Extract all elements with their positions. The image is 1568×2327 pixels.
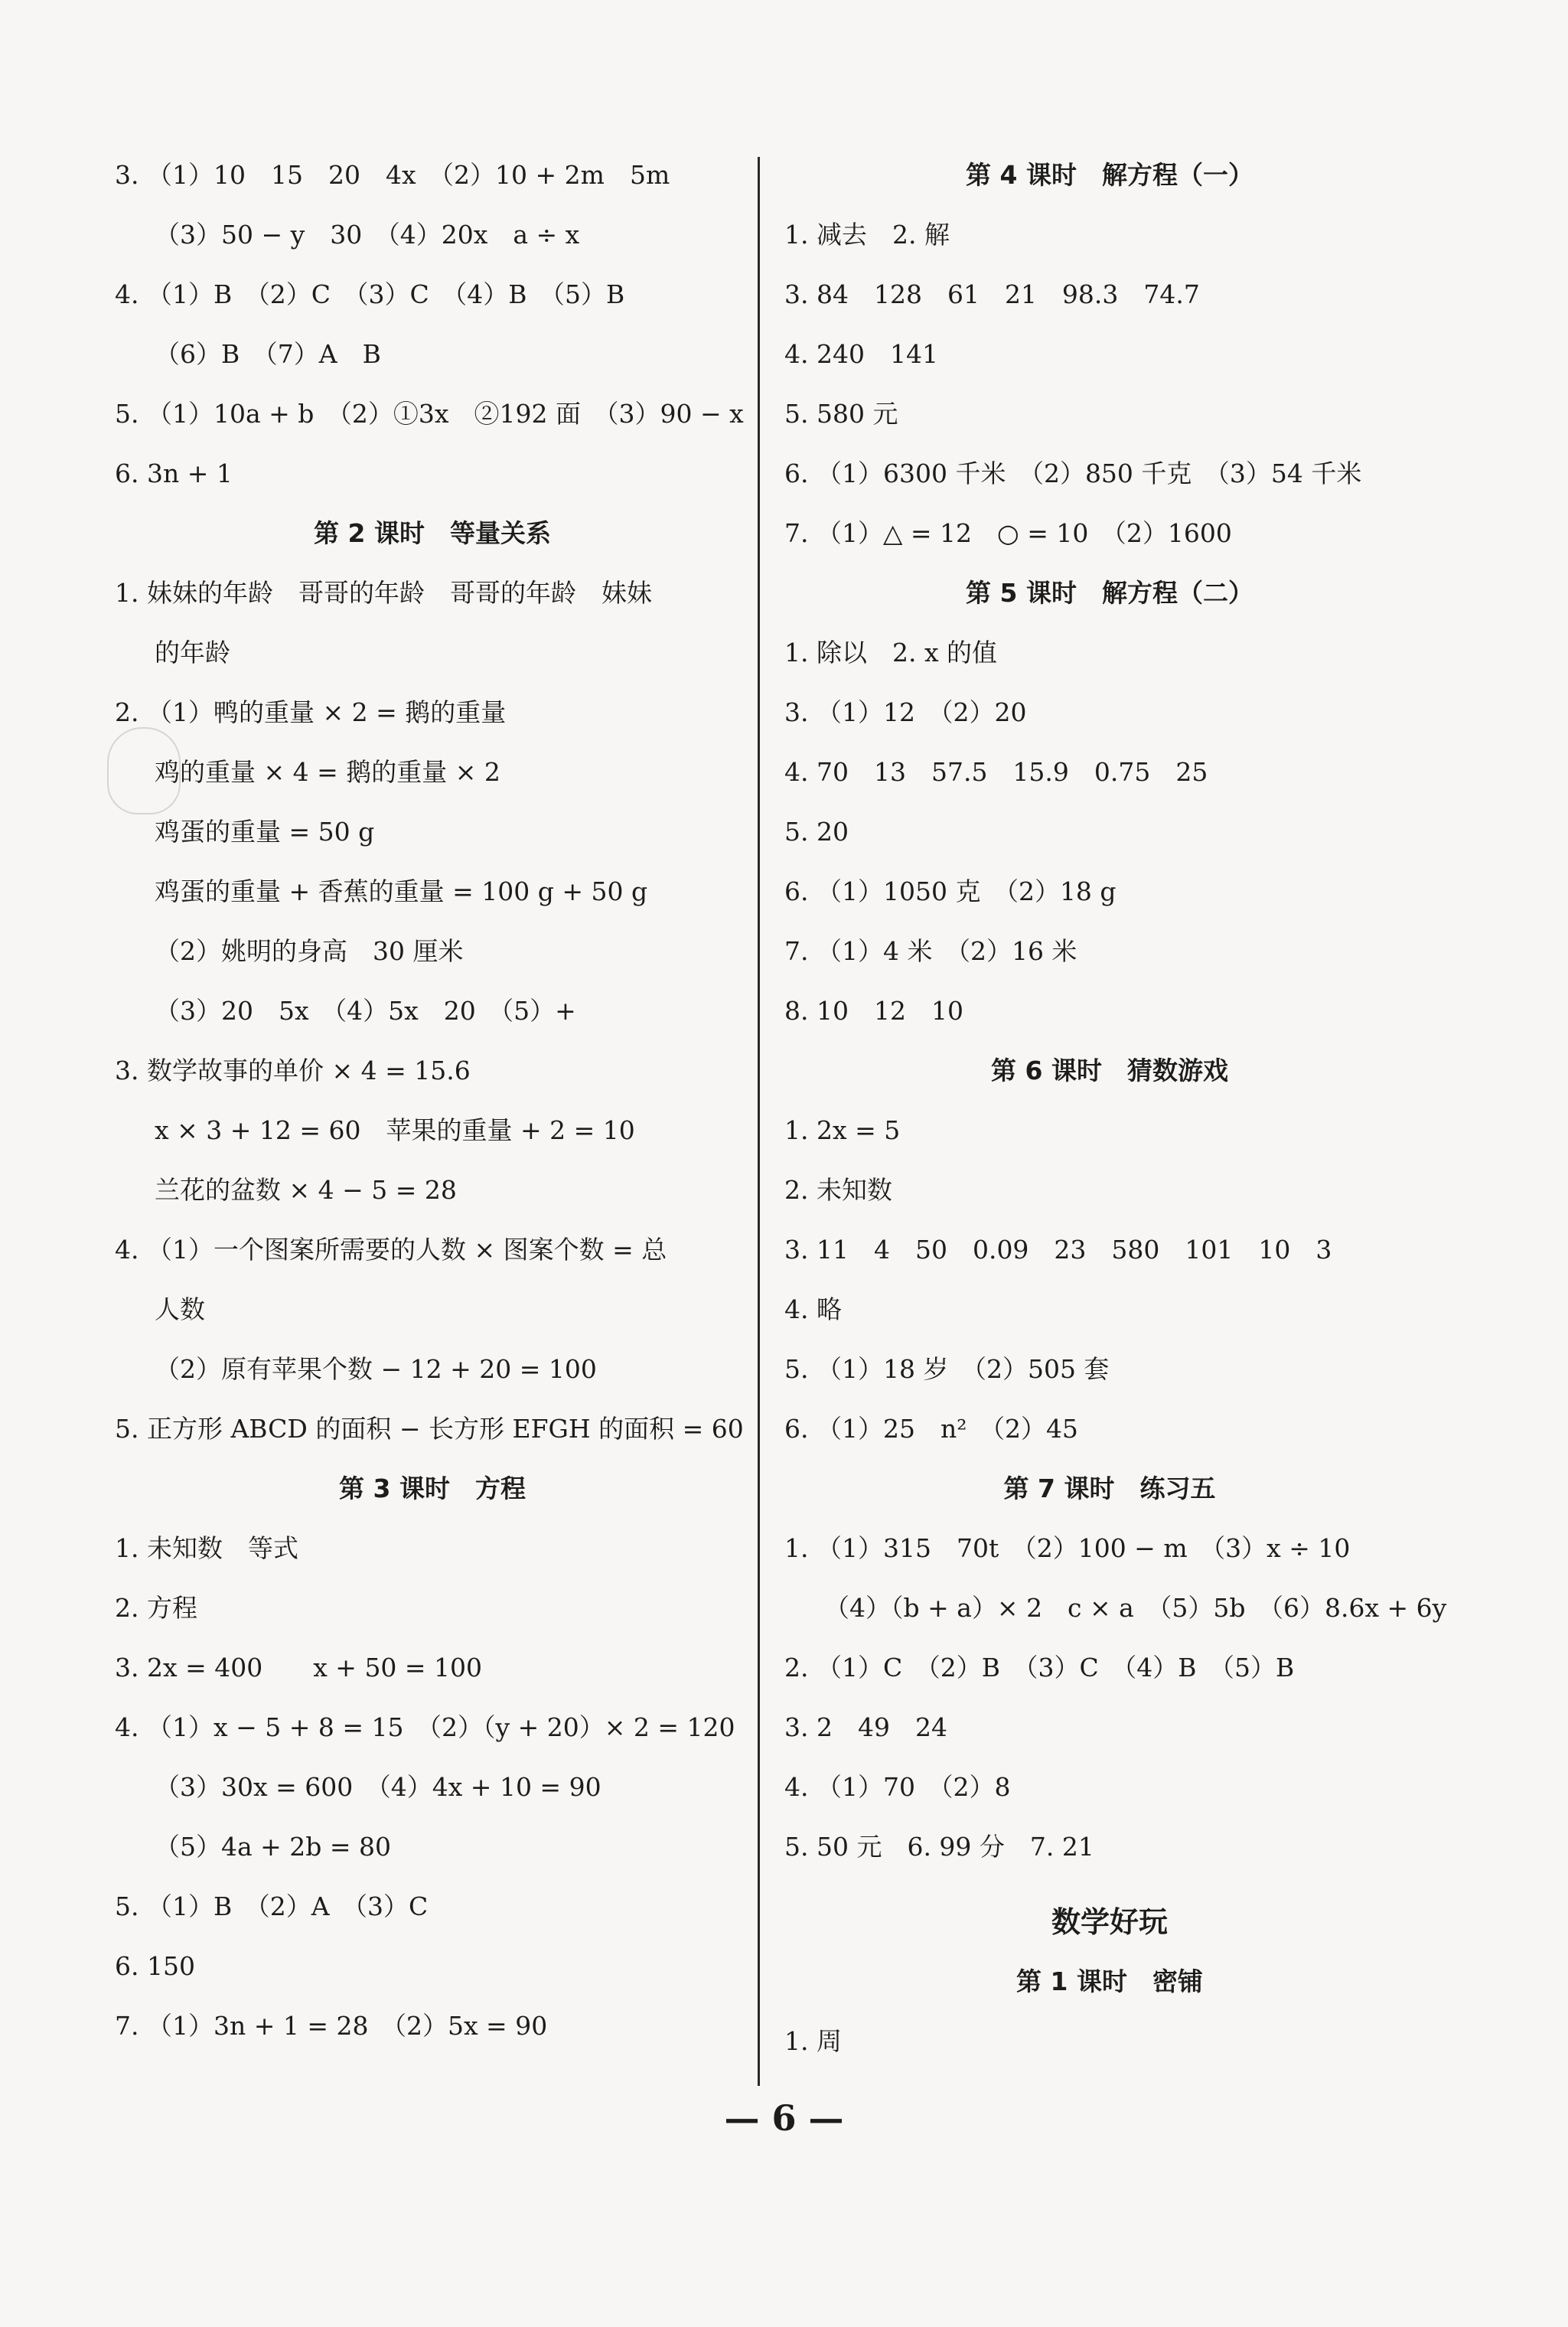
answer-line: （2）姚明的身高 30 厘米 [155,936,464,966]
answer-line: 3. 数学故事的单价 × 4 = 15.6 [115,1056,471,1085]
right-column [784,150,1447,2076]
answer-line: 4. （1）一个图案所需要的人数 × 图案个数 = 总 [115,1235,667,1265]
answer-line: 7. （1）△ = 12 ○ = 10 （2）1600 [784,518,1232,548]
answer-line: 5. （1）B （2）A （3）C [115,1891,429,1921]
answer-line: 3. （1）10 15 20 4x （2）10 + 2m 5m [115,160,670,190]
section-heading: 第 5 课时 解方程（二） [966,578,1253,608]
answer-line: 4. 70 13 57.5 15.9 0.75 25 [784,757,1208,787]
answer-line: 5. 正方形 ABCD 的面积 − 长方形 EFGH 的面积 = 60 [115,1414,744,1444]
answer-line: 7. （1）3n + 1 = 28 （2）5x = 90 [115,2011,548,2041]
answer-line: 6. 3n + 1 [115,459,233,488]
answer-line: 3. （1）12 （2）20 [784,697,1027,727]
answer-line: 3. 2x = 400 x + 50 = 100 [115,1653,483,1682]
section-heading: 第 6 课时 猜数游戏 [991,1056,1228,1085]
answer-line: 6. 150 [115,1951,195,1981]
answer-line: 8. 10 12 10 [784,996,963,1026]
answer-line: 5. 580 元 [784,399,898,429]
answer-line: 4. （1）70 （2）8 [784,1772,1011,1802]
answer-line: 的年龄 [155,638,230,667]
answer-line: 3. 2 49 24 [784,1712,947,1742]
answer-line: 鸡的重量 × 4 = 鹅的重量 × 2 [155,757,500,787]
answer-line: （3）20 5x （4）5x 20 （5）+ [155,996,576,1026]
section-heading: 数学好玩 [1051,1905,1168,1939]
answer-line: 5. 20 [784,817,849,847]
answer-line: 5. （1）10a + b （2）①3x ②192 面 （3）90 − x [115,399,744,429]
answer-line: 4. 略 [784,1294,842,1324]
answer-line: （6）B （7）A B [155,339,381,369]
left-column [115,150,750,2061]
answer-line: 1. （1）315 70t （2）100 − m （3）x ÷ 10 [784,1533,1351,1563]
section-heading: 第 4 课时 解方程（一） [966,160,1253,190]
answer-line: （3）50 − y 30 （4）20x a ÷ x [155,220,580,250]
section-heading: 第 3 课时 方程 [339,1474,526,1503]
column-divider [758,157,760,2086]
answer-line: 2. （1）鸭的重量 × 2 = 鹅的重量 [115,697,507,727]
answer-line: 6. （1）6300 千米 （2）850 千克 （3）54 千米 [784,459,1362,488]
answer-line: 4. （1）x − 5 + 8 = 15 （2）（y + 20）× 2 = 120 [115,1712,735,1742]
answer-line: 3. 11 4 50 0.09 23 580 101 10 3 [784,1235,1332,1265]
answer-line: 6. （1）25 n² （2）45 [784,1414,1078,1444]
answer-line: 1. 除以 2. x 的值 [784,638,998,667]
answer-line: 兰花的盆数 × 4 − 5 = 28 [155,1175,457,1205]
answer-line: 3. 84 128 61 21 98.3 74.7 [784,279,1200,309]
answer-line: （2）原有苹果个数 − 12 + 20 = 100 [155,1354,597,1384]
answer-line: 5. 50 元 6. 99 分 7. 21 [784,1832,1094,1862]
section-heading: 第 7 课时 练习五 [1003,1474,1216,1503]
answer-line: 鸡蛋的重量 = 50 g [155,817,375,847]
answer-line: 1. 未知数 等式 [115,1533,298,1563]
answer-line: 2. （1）C （2）B （3）C （4）B （5）B [784,1653,1295,1682]
answer-line: x × 3 + 12 = 60 苹果的重量 + 2 = 10 [155,1115,635,1145]
answer-line: 2. 方程 [115,1593,197,1623]
answer-line: 1. 2x = 5 [784,1115,901,1145]
answer-line: 7. （1）4 米 （2）16 米 [784,936,1077,966]
answer-line: 1. 周 [784,2026,842,2056]
answer-line: 鸡蛋的重量 + 香蕉的重量 = 100 g + 50 g [155,876,648,906]
answer-line: 1. 妹妹的年龄 哥哥的年龄 哥哥的年龄 妹妹 [115,578,652,608]
page-number: — 6 — [724,2097,844,2139]
answer-line: 6. （1）1050 克 （2）18 g [784,876,1117,906]
answer-line: （4）（b + a）× 2 c × a （5）5b （6）8.6x + 6y [824,1593,1447,1623]
answer-line: （5）4a + 2b = 80 [155,1832,392,1862]
answer-line: （3）30x = 600 （4）4x + 10 = 90 [155,1772,601,1802]
answer-line: 4. （1）B （2）C （3）C （4）B （5）B [115,279,625,309]
answer-line: 4. 240 141 [784,339,938,369]
answer-line: 2. 未知数 [784,1175,892,1205]
section-heading: 第 2 课时 等量关系 [314,518,551,548]
answer-line: 5. （1）18 岁 （2）505 套 [784,1354,1110,1384]
section-heading: 第 1 课时 密铺 [1016,1966,1203,1996]
answer-line: 人数 [155,1294,205,1324]
answer-line: 1. 减去 2. 解 [784,220,950,250]
